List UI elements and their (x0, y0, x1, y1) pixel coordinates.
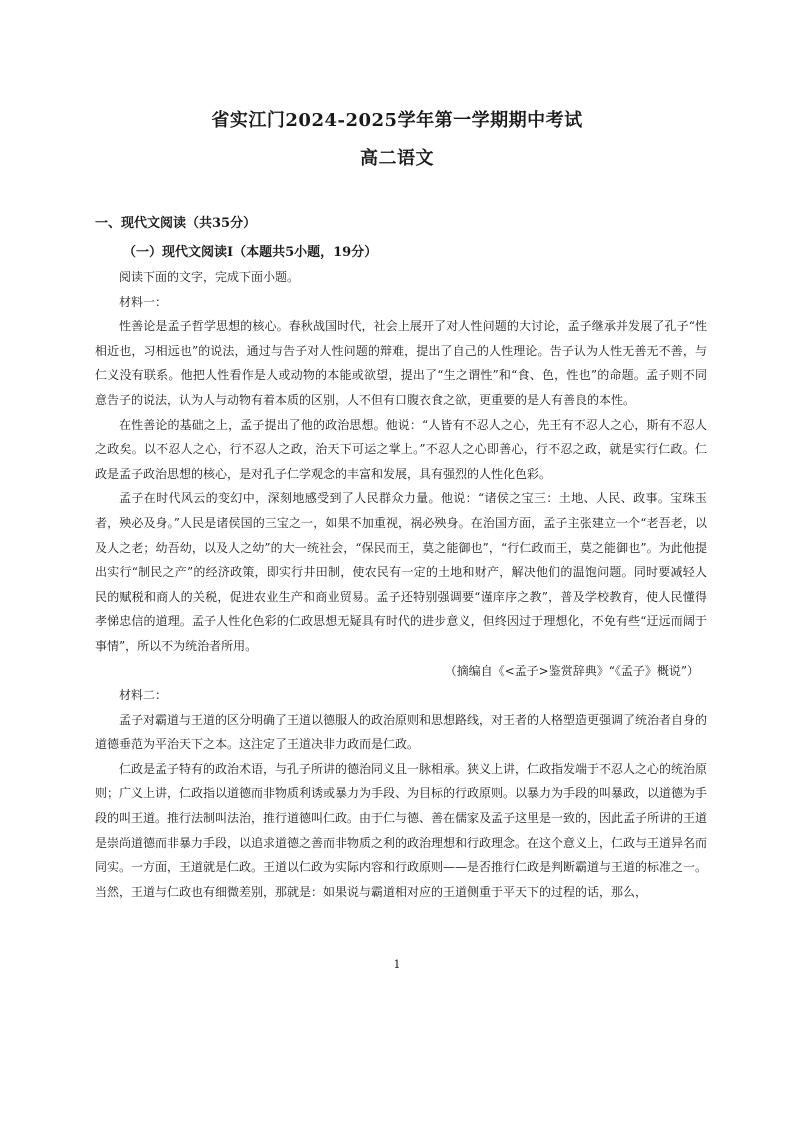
section-heading: 一、现代文阅读（共35分） (95, 216, 257, 231)
material1-paragraph: 在性善论的基础之上，孟子提出了他的政治思想。他说：“人皆有不忍人之心，先王有不忍人之心，斯有不忍人之政矣。以不忍人之心，行不忍人之政，治天下可运之掌上。”不忍人之心即善心，行不忍之政，就是实行仁政。仁政是孟子政治思想的核心，是对孔子仁学观念的丰富和发展，具有强烈的人性化色彩。 (95, 417, 707, 481)
exam-title: 省实江门2024-2025学年第一学期期中考试 (211, 110, 583, 131)
reading-passage (95, 265, 707, 904)
material2-label: 材料二： (119, 688, 168, 703)
material1-source: （摘编自《<孟子>鉴赏辞典》“《孟子》概说”） (444, 663, 699, 678)
sub-heading: （一）现代文阅读Ⅰ（本题共5小题，19分） (123, 245, 378, 260)
material1-label: 材料一： (119, 294, 168, 309)
material2-paragraph: 仁政是孟子特有的政治术语，与孔子所讲的德治同义且一脉相承。狭义上讲，仁政指发端于不忍人之心的统治原则；广义上讲，仁政指以道德而非物质利诱或暴力为手段、为目标的行政原则。以暴力为手段的叫暴政，以道德为手段的叫王道。推行法制叫法治，推行道德叫仁政。由于仁与德、善在儒家及孟子这里是一致的，因此孟子所讲的王道是崇尚道德而非暴力手段，以追求道德之善而非物质之利的政治理想和行政理念。在这个意义上，仁政与王道异名而同实。一方面，王道就是仁政。王道以仁政为实际内容和行政原则——是否推行仁政是判断霸道与王道的标准之一。当然，王道与仁政也有细微差别，那就是：如果说与霸道相对应的王道侧重于平天下的过程的话，那么， (95, 761, 708, 899)
instruction-text: 阅读下面的文字，完成下面小题。 (119, 270, 300, 284)
page-number: 1 (393, 958, 401, 971)
exam-subtitle: 高二语文 (360, 148, 434, 169)
material2-paragraph: 孟子对霸道与王道的区分明确了王道以德服人的政治原则和思想路线，对王者的人格塑造更强调了统治者自身的道德垂范为平治天下之本。这注定了王道决非力政而是仁政。 (95, 712, 708, 752)
material1-paragraph: 孟子在时代风云的变幻中，深刻地感受到了人民群众力量。他说：“诸侯之宝三：土地、人民、政事。宝珠玉者，殃必及身。”人民是诸侯国的三宝之一，如果不加重视，祸必殃身。在治国方面，孟子主张建立一个“老吾老，以及人之老；幼吾幼，以及人之幼”的大一统社会，“保民而王，莫之能御也”，“行仁政而王，莫之能御也”。为此他提出实行“制民之产”的经济政策，即实行井田制，使农民有一定的土地和财产，解决他们的温饱问题。同时要减轻人民的赋税和商人的关税，促进农业生产和商业贸易。孟子还特别强调要“谨庠序之教”，普及学校教育，使人民懂得孝悌忠信的道理。孟子人性化色彩的仁政思想无疑具有时代的进步意义，但终因过于理想化，不免有些“迂远而阔于事情”，所以不为统治者所用。 (95, 491, 707, 653)
material1-paragraph: 性善论是孟子哲学思想的核心。春秋战国时代，社会上展开了对人性问题的大讨论，孟子继承并发展了孔子“性相近也，习相远也”的说法，通过与告子对人性问题的辩难，提出了自己的人性理论。告子认为人性无善无不善，与仁义没有联系。他把人性看作是人或动物的本能或欲望，提出了“生之谓性”和“食、色，性也”的命题。孟子则不同意告子的说法，认为人与动物有着本质的区别，人不但有口腹衣食之欲，更重要的是人有善良的本性。 (95, 319, 707, 407)
